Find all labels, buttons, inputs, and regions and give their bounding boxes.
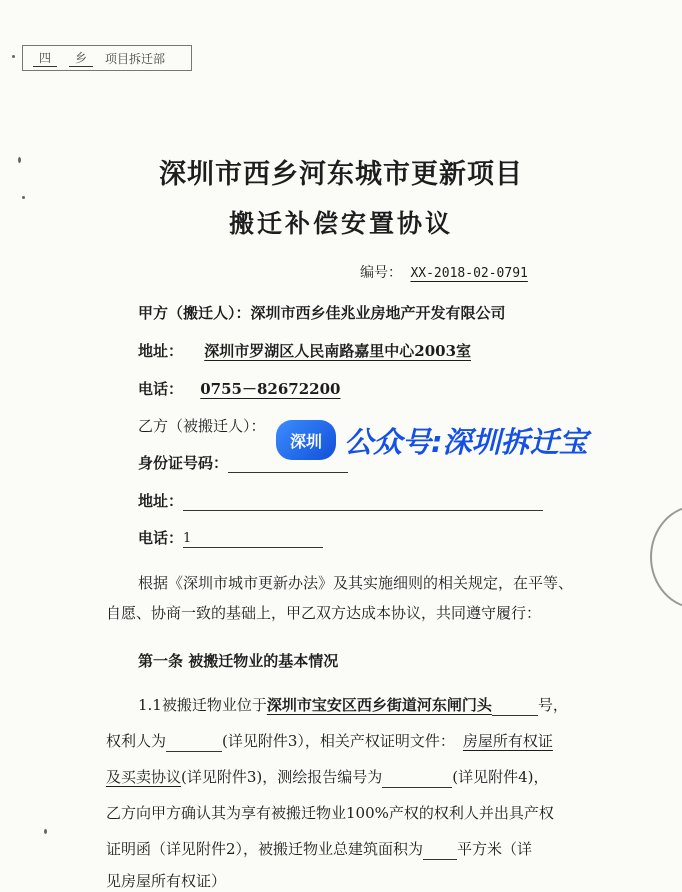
party-a-name: 深圳市西乡佳兆业房地产开发有限公司: [250, 304, 506, 322]
a1-survey-blank: [382, 771, 452, 788]
scan-speck: [12, 55, 15, 58]
a1-p1-prefix: 1.1被搬迁物业位于: [138, 696, 267, 714]
a1-p5-suffix: 平方米（详: [457, 840, 533, 858]
intro-line-1: 根据《深圳市城市更新办法》及其实施细则的相关规定，在平等、: [138, 574, 574, 592]
watermark-text: 公众号:深圳拆迁宝: [344, 424, 588, 459]
a1-p3-mid: (详见附件3)，测绘报告编号为: [181, 768, 383, 786]
document-subtitle: 搬迁补偿安置协议: [228, 209, 453, 238]
party-b-phone-blank: 1: [183, 531, 323, 548]
party-a-phone-row: [138, 378, 349, 399]
a1-p1-suffix: 号，: [537, 696, 568, 714]
a1-p2-mid: (详见附件3），相关产权证明文件：: [222, 732, 455, 750]
scan-speck: [44, 829, 47, 834]
article-1-line-1: [138, 694, 568, 716]
party-a-address-row: [138, 340, 479, 361]
article-1-line-5: [106, 838, 532, 860]
article-1-heading: 第一条 被搬迁物业的基本情况: [138, 652, 339, 670]
article-1-line-3: [106, 766, 549, 788]
party-b-phone-label: 电话：: [138, 529, 184, 547]
header-tag-part2: 乡: [69, 49, 93, 67]
a1-house-number-blank: [492, 699, 538, 716]
article-1-line-2: [106, 730, 553, 752]
party-b-address-label: 地址：: [138, 492, 184, 510]
a1-p3-doc: 及买卖协议: [106, 768, 182, 786]
a1-p2-doc: 房屋所有权证: [462, 732, 553, 750]
header-tag-part3: 项目拆迁部: [105, 51, 166, 66]
watermark-badge: 深圳: [276, 420, 336, 460]
serial-number: [360, 262, 532, 282]
a1-owner-blank: [166, 735, 222, 752]
header-tag-part1: 四: [33, 49, 57, 67]
article-1-line-4: 乙方向甲方确认其为享有被搬迁物业100%产权的权利人并出具产权: [106, 804, 554, 822]
party-b-address-row: [138, 490, 543, 511]
header-tag: [22, 45, 192, 71]
party-b-address-blank: [183, 494, 543, 511]
serial-value: XX-2018-02-0791: [410, 266, 528, 281]
article-1-line-6: 见房屋所有权证）: [106, 872, 227, 890]
intro-line-2: 自愿、协商一致的基础上，甲乙双方达成本协议，共同遵守履行：: [106, 604, 542, 622]
a1-p5-prefix: 证明函（详见附件2），被搬迁物业总建筑面积为: [106, 840, 424, 858]
a1-p1-location: 深圳市宝安区西乡街道河东闸门头: [266, 696, 492, 714]
party-a-address: 深圳市罗湖区人民南路嘉里中心2003室: [204, 342, 471, 360]
party-a-phone: 0755－82672200: [200, 380, 341, 398]
party-a-address-label: 地址：: [138, 342, 184, 360]
a1-p2-prefix: 权利人为: [106, 732, 167, 750]
party-b-row: [138, 415, 266, 436]
scan-speck: [22, 196, 25, 199]
party-a-phone-label: 电话：: [138, 380, 184, 398]
party-b-id-label: 身份证号码：: [138, 454, 229, 472]
document-title: 深圳市西乡河东城市更新项目: [159, 159, 523, 190]
watermark: [276, 417, 588, 463]
serial-label: 编号：: [360, 265, 402, 281]
seal-stamp: [650, 505, 682, 609]
party-b-label: 乙方（被搬迁人）：: [138, 417, 266, 435]
party-b-phone-row: [138, 527, 323, 548]
party-a-label: 甲方（搬迁人）：: [138, 304, 251, 322]
a1-p3-suffix: (详见附件4)，: [452, 768, 549, 786]
a1-area-blank: [423, 843, 457, 860]
party-a-row: [138, 302, 506, 323]
